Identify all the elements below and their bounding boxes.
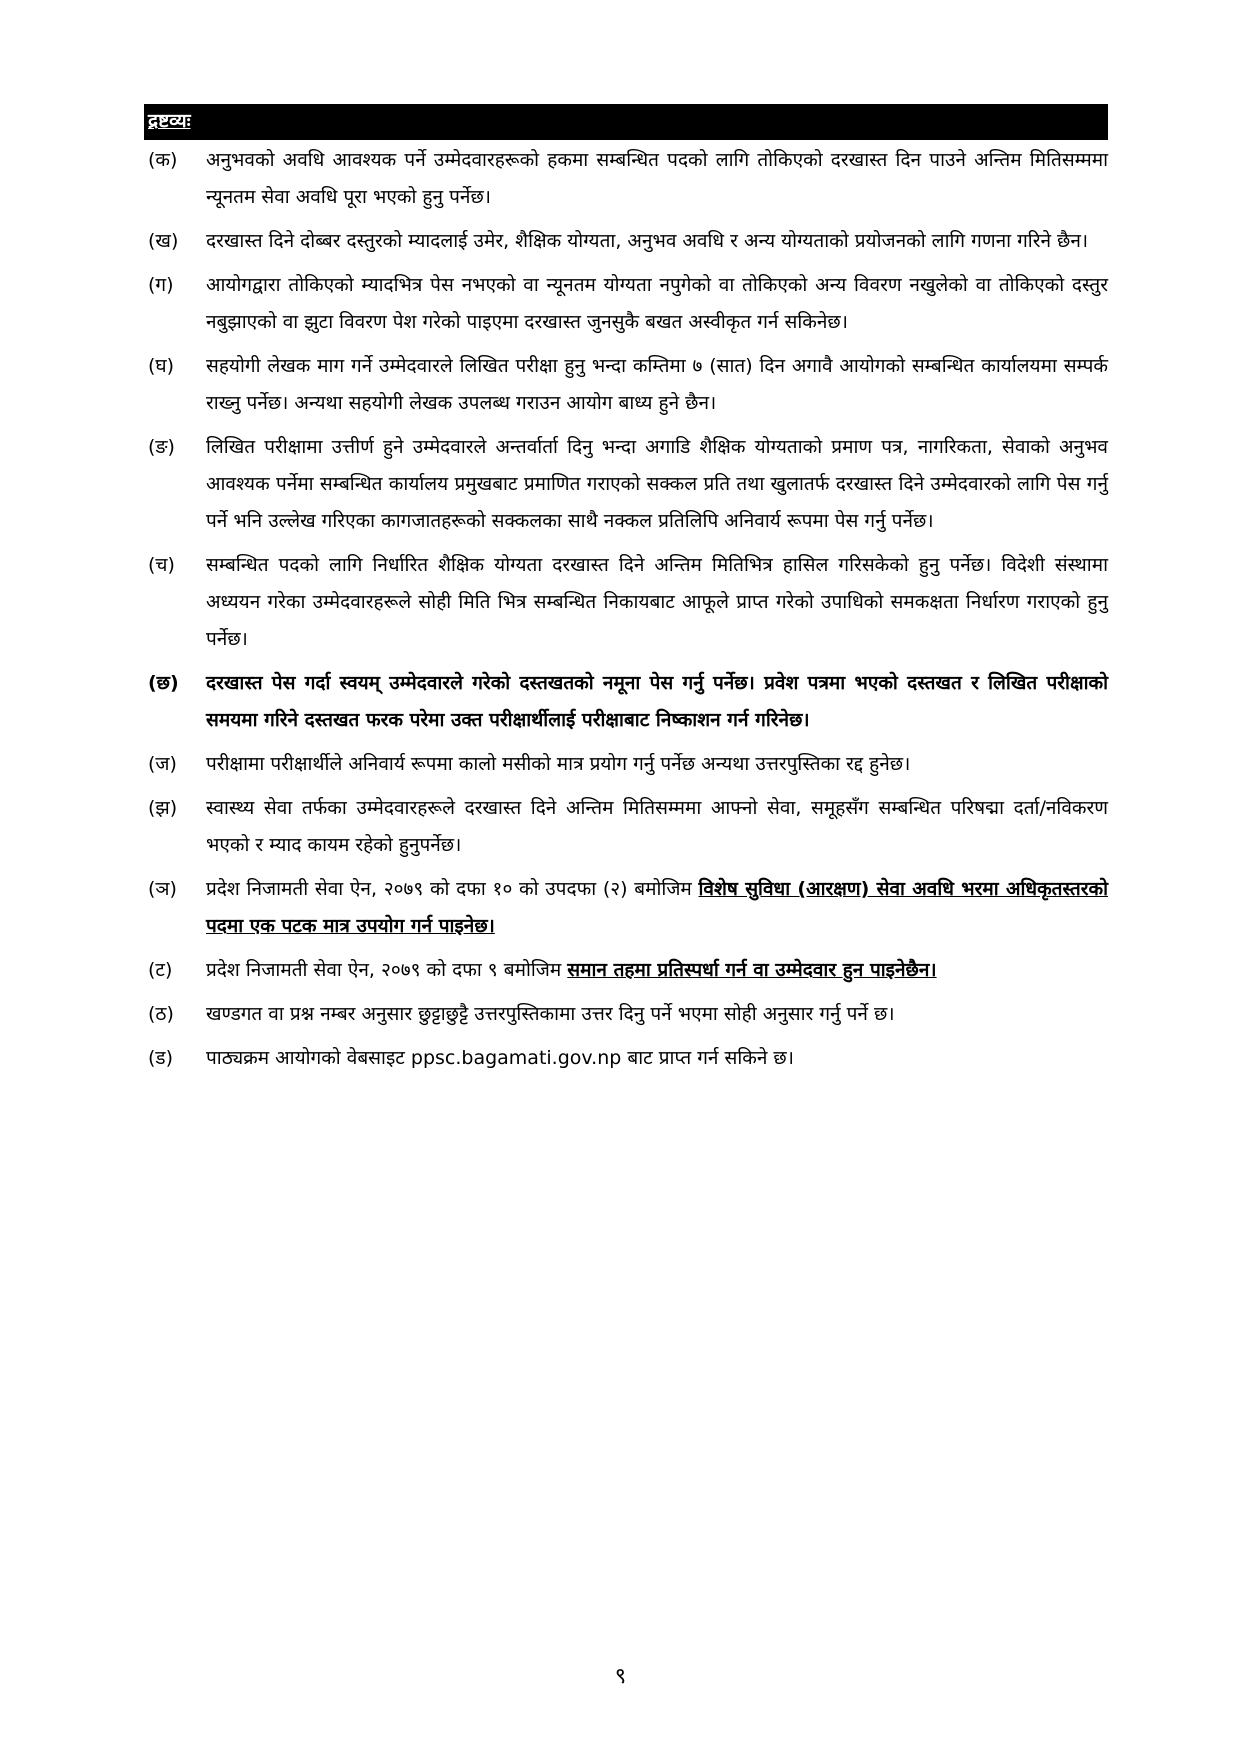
note-nya — [148, 871, 1108, 945]
notes-heading: द्रष्टव्यः — [148, 110, 191, 132]
note-text-wrap — [206, 952, 1108, 989]
note-text: लिखित परीक्षामा उत्तीर्ण हुने उम्मेदवारले अन्तर्वार्ता दिनु भन्दा अगाडि शैक्षिक योग्यताको प्रमाण पत्र, नागरिकता, सेवाको अनुभव आवश्यक पर्नेमा सम्बन्धित कार्यालय प्रमुखबाट प्रमाणित गराएको सक्कल प्रति तथा खुलातर्फ दरखास्त दिने उम्मेदवारको लागि पेस गर्नु पर्ने भनि उल्लेख गरिएका कागजातहरूको सक्कलका साथै नक्कल प्रतिलिपि अनिवार्य रूपमा पेस गर्नु पर्नेछ। — [206, 436, 1108, 532]
note-text: दरखास्त दिने दोब्बर दस्तुरको म्यादलाई उमेर, शैक्षिक योग्यता, अनुभव अवधि र अन्य योग्यताको प्रयोजनको लागि गणना गरिने छैन। — [206, 230, 1089, 252]
note-ja — [148, 746, 1108, 783]
note-text: खण्डगत वा प्रश्न नम्बर अनुसार छुट्टाछुट्टै उत्तरपुस्तिकामा उत्तर दिनु पर्ने भएमा सोही अनुसार गर्नु पर्ने छ। — [206, 1003, 895, 1025]
note-ta — [148, 952, 1108, 989]
note-label: (च) — [148, 554, 175, 576]
note-label: (ग) — [148, 274, 174, 296]
note-emphasis: विशेष सुविधा (आरक्षण) सेवा अवधि भरमा अधिकृतस्तरको पदमा एक पटक मात्र उपयोग गर्न पाइनेछ। — [206, 878, 1108, 937]
note-label: (झ) — [148, 797, 178, 819]
note-label: (ङ) — [148, 436, 175, 458]
note-text: परीक्षामा परीक्षार्थीले अनिवार्य रूपमा कालो मसीको मात्र प्रयोग गर्नु पर्नेछ अन्यथा उत्तरपुस्तिका रद्द हुनेछ। — [206, 753, 911, 775]
note-text: अनुभवको अवधि आवश्यक पर्ने उम्मेदवारहरूको हकमा सम्बन्धित पदको लागि तोकिएको दरखास्त दिन पाउने अन्तिम मितिसम्ममा न्यूनतम सेवा अवधि पूरा भएको हुनु पर्नेछ। — [206, 149, 1108, 208]
note-label: (ड) — [148, 1047, 173, 1069]
note-jha — [148, 790, 1108, 864]
note-text: सहयोगी लेखक माग गर्ने उम्मेदवारले लिखित परीक्षा हुनु भन्दा कम्तिमा ७ (सात) दिन अगावै आयोगको सम्बन्धित कार्यालयमा सम्पर्क राख्नु पर्नेछ। अन्यथा सहयोगी लेखक उपलब्ध गराउन आयोग बाध्य हुने छैन। — [206, 355, 1108, 414]
note-text: पाठ्यक्रम आयोगको वेबसाइट ppsc.bagamati.gov.np बाट प्राप्त गर्न सकिने छ। — [206, 1047, 794, 1069]
note-ka — [148, 142, 1108, 216]
note-text: आयोगद्वारा तोकिएको म्यादभित्र पेस नभएको वा न्यूनतम योग्यता नपुगेको वा तोकिएको अन्य विवरण नखुलेको वा तोकिएको दस्तुर नबुझाएको वा झुटा विवरण पेश गरेको पाइएमा दरखास्त जुनसुकै बखत अस्वीकृत गर्न सकिनेछ। — [206, 274, 1108, 333]
note-cha — [148, 547, 1108, 658]
note-tha — [148, 996, 1108, 1033]
note-da — [148, 1040, 1108, 1077]
note-label: (ट) — [148, 959, 173, 981]
note-label: (ञ) — [148, 878, 177, 900]
note-chha — [148, 665, 1108, 739]
note-label: (क) — [148, 149, 178, 171]
note-ga — [148, 267, 1108, 341]
note-text-wrap — [206, 871, 1108, 945]
note-label: (छ) — [148, 672, 179, 694]
note-text: स्वास्थ्य सेवा तर्फका उम्मेदवारहरूले दरखास्त दिने अन्तिम मितिसम्ममा आफ्नो सेवा, समूहसँग सम्बन्धित परिषद्मा दर्ता/नविकरण भएको र म्याद कायम रहेको हुनुपर्नेछ। — [206, 797, 1108, 856]
note-gha — [148, 348, 1108, 422]
notes-header — [144, 104, 1108, 140]
note-text: दरखास्त पेस गर्दा स्वयम् उम्मेदवारले गरेको दस्तखतको नमूना पेस गर्नु पर्नेछ। प्रवेश पत्रमा भएको दस्तखत र लिखित परीक्षाको समयमा गरिने दस्तखत फरक परेमा उक्त परीक्षार्थीलाई परीक्षाबाट निष्काशन गर्न गरिनेछ। — [206, 672, 1108, 731]
note-kha — [148, 223, 1108, 260]
page-number: ९ — [614, 1664, 627, 1689]
note-label: (ज) — [148, 753, 177, 775]
note-text: प्रदेश निजामती सेवा ऐन, २०७९ को दफा १० को उपदफा (२) बमोजिम — [206, 878, 699, 900]
note-text: सम्बन्धित पदको लागि निर्धारित शैक्षिक योग्यता दरखास्त दिने अन्तिम मितिभित्र हासिल गरिसकेको हुनु पर्नेछ। विदेशी संस्थामा अध्ययन गरेका उम्मेदवारहरूले सोही मिति भित्र सम्बन्धित निकायबाट आफूले प्राप्त गरेको उपाधिको समकक्षता निर्धारण गराएको हुनु पर्नेछ। — [206, 554, 1108, 650]
note-text: प्रदेश निजामती सेवा ऐन, २०७९ को दफा ९ बमोजिम — [206, 959, 568, 981]
note-nga — [148, 429, 1108, 540]
note-label: (घ) — [148, 355, 175, 377]
note-label: (ख) — [148, 230, 179, 252]
note-label: (ठ) — [148, 1003, 174, 1025]
notes-list — [148, 142, 1108, 1084]
note-emphasis: समान तहमा प्रतिस्पर्धा गर्न वा उम्मेदवार हुन पाइनेछैन। — [567, 959, 937, 981]
